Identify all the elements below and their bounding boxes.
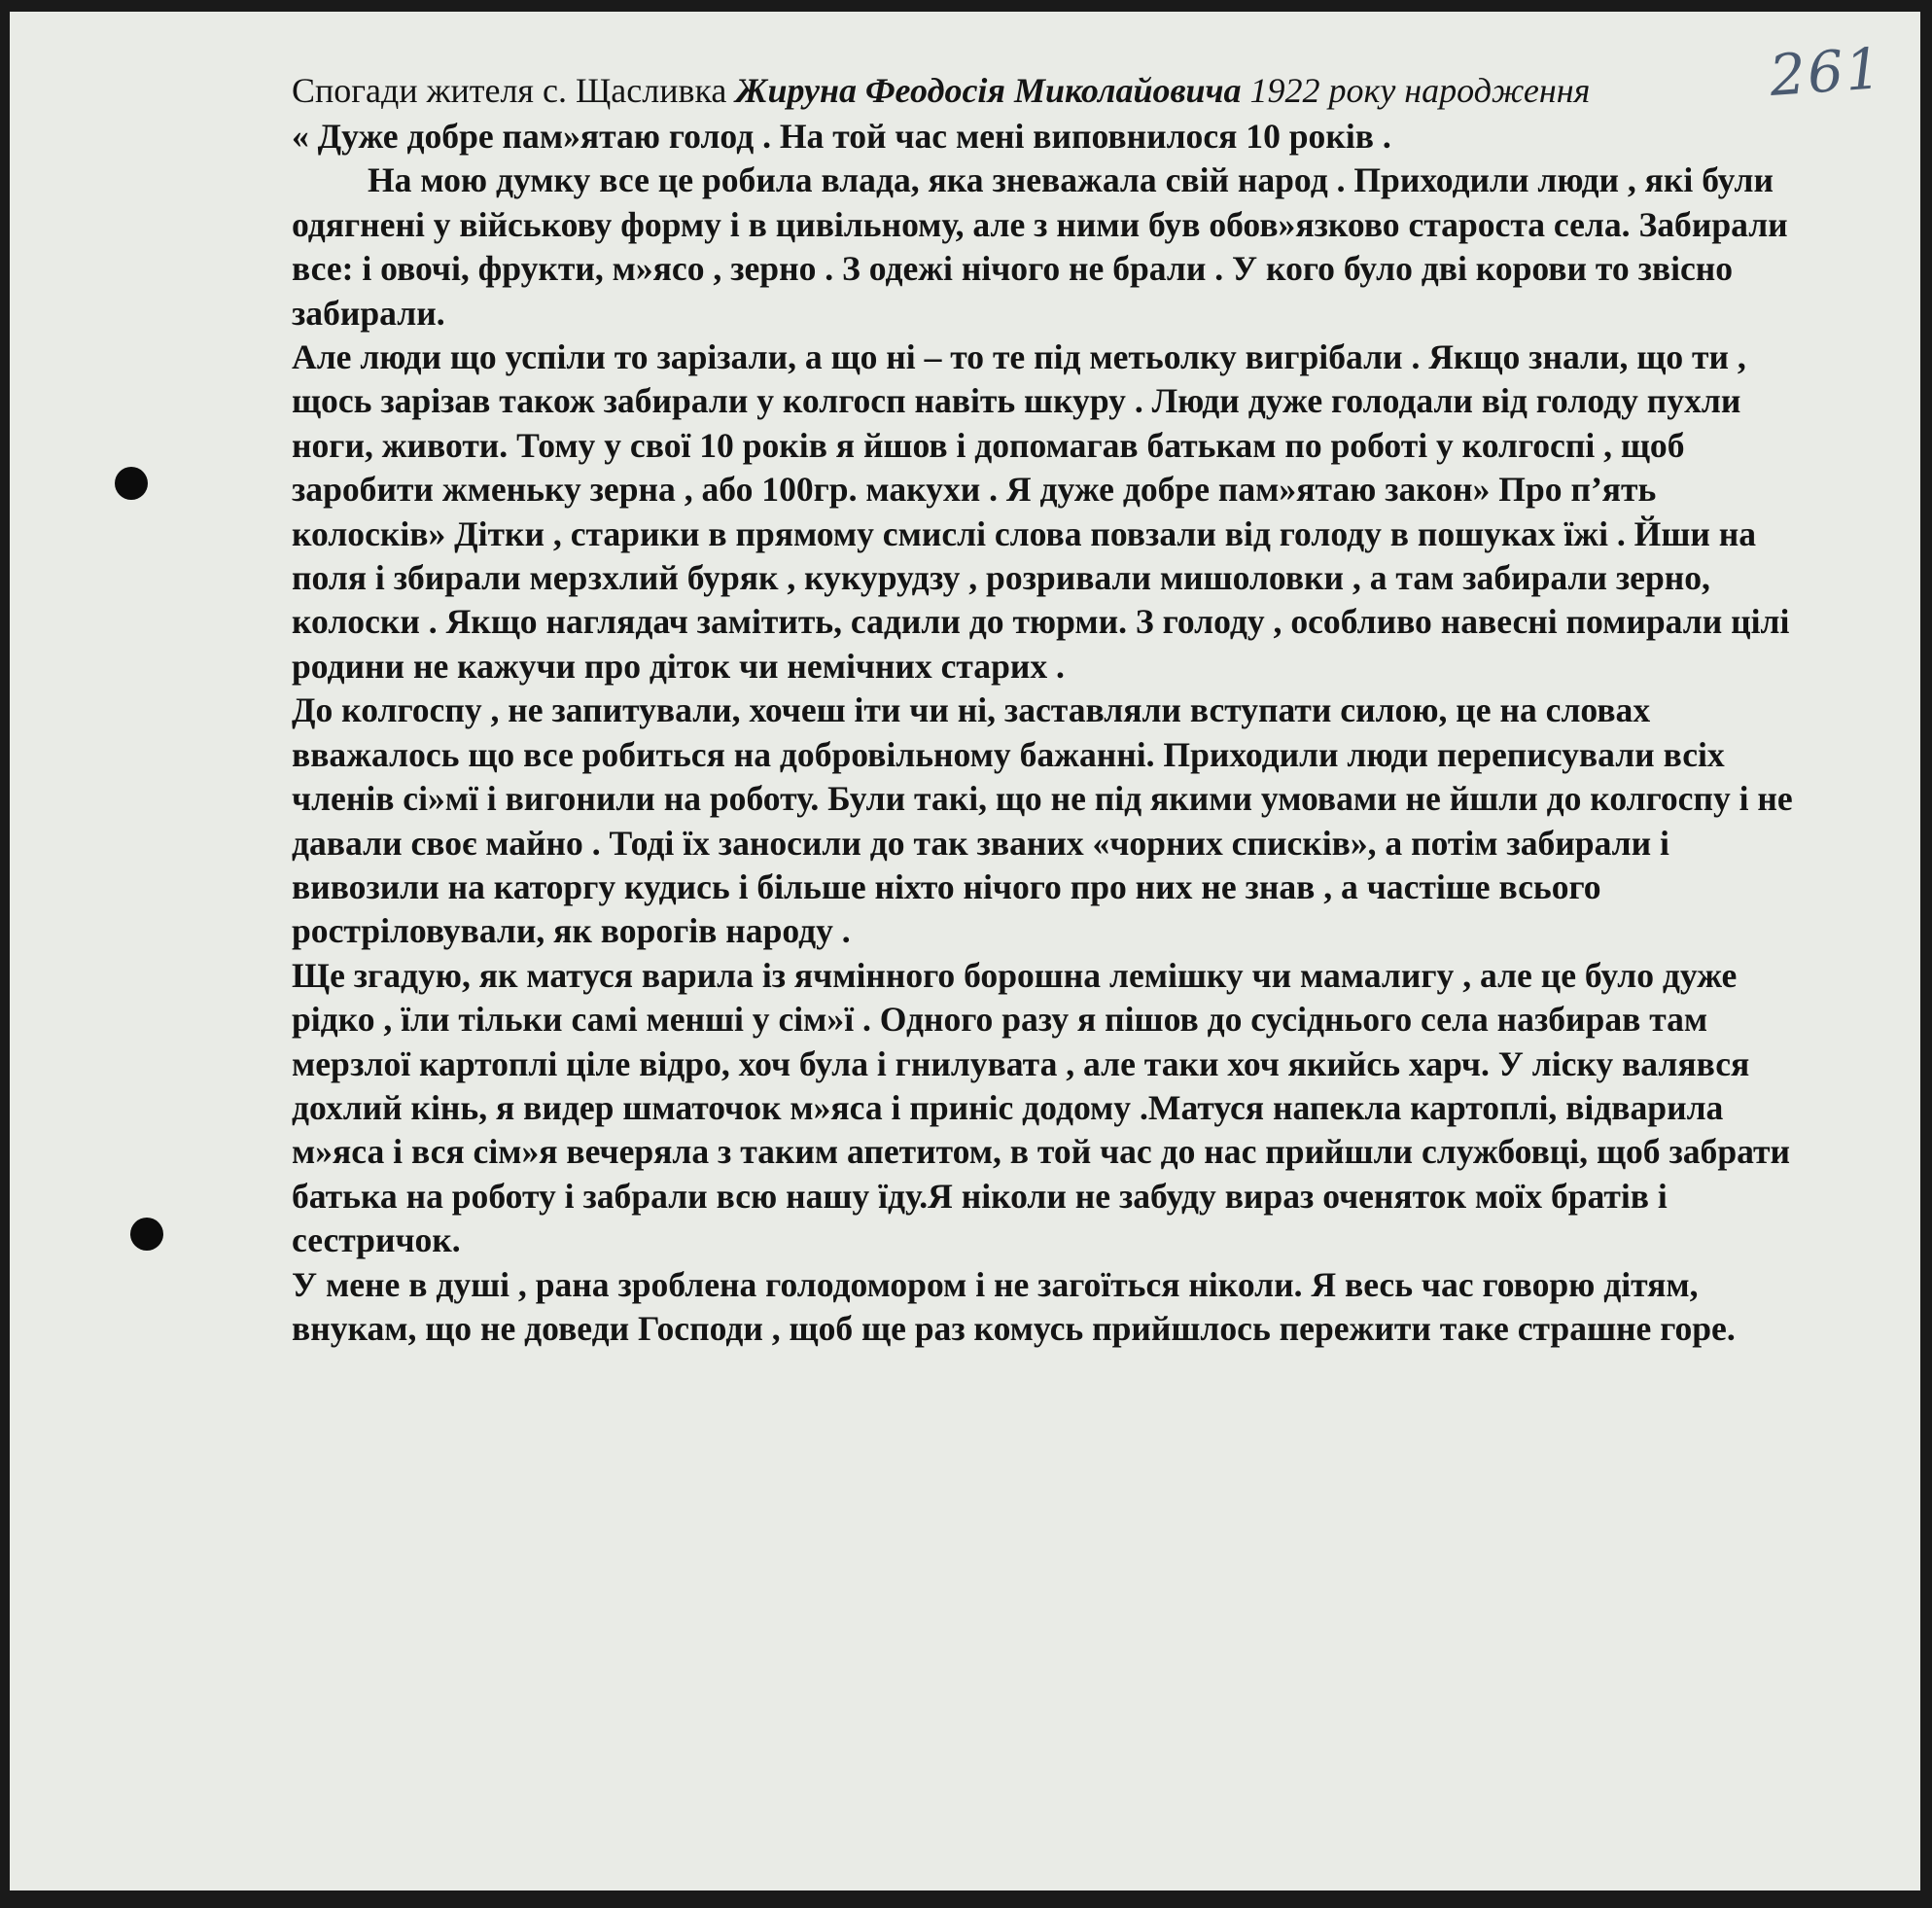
heading-prefix: Спогади жителя с. Щасливка	[292, 71, 736, 110]
paragraph: На мою думку все це робила влада, яка зневажала свій народ . Приходили люди , які були одягнені у військову форму і в цивільному, але з ними був обов»язково староста села. Забирали все: і овочі, фрукти, м»ясо , зерно . З одежі нічого не брали . У кого було дві корови то звісно забирали.	[292, 160, 1788, 333]
paragraph: У мене в душі , рана зроблена голодомором і не загоїться ніколи. Я весь час говорю дітям, внукам, що не доведи Господи , щоб ще раз комусь прийшлось пережити таке страшне горе.	[292, 1264, 1736, 1348]
paragraph: « Дуже добре пам»ятаю голод . На той час мені виповнилося 10 років .	[292, 117, 1391, 156]
paragraph: Ще згадую, як матуся варила із ячмінного борошна лемішку чи мамалигу , але це було дуже рідко , їли тільки самі менші у сім»ї . Одного разу я пішов до сусіднього села назбирав там мерзлої картоплі ціле відро, хоч була і гнилувата , але таки хоч якийсь харч. У ліску валявся дохлий кінь, я видер шматочок м»яса і приніс додому .Матуся напекла картоплі, відварила м»яса і вся сім»я вечеряла з таким апетитом, в той час до нас прийшли службовці, щоб забрати батька на роботу і забрали всю нашу їду.Я ніколи не забуду вираз оченяток моїх братів і сестричок.	[292, 955, 1790, 1260]
document-body	[292, 115, 1809, 1351]
document-heading	[292, 68, 1809, 113]
paragraph: До колгоспу , не запитували, хочеш іти чи ні, заставляли вступати силою, це на словах вважалось що все робиться на добровільному бажанні. Приходили люди переписували всіх членів сі»мї і вигонили на роботу. Були такі, що не під якими умовами не йшли до колгоспу і не давали своє майно . Тоді їх заносили до так званих «чорних списків», а потім забирали і вивозили на каторгу кудись і більше ніхто нічого про них не знав , а частіше всього ростріловували, як ворогів народу .	[292, 690, 1793, 951]
punch-hole	[130, 1218, 163, 1251]
paragraph: Але люди що успіли то зарізали, а що ні – то те під метьолку вигрібали . Якщо знали, що ти , щось зарізав також забирали у колгосп навіть шкуру . Люди дуже голодали від голоду пухли ноги, животи. Тому у свої 10 років я йшов і допомагав батькам по роботі у колгоспі , щоб заробити жменьку зерна , або 100гр. макухи . Я дуже добре пам»ятаю закон» Про п’ять колосків» Дітки , старики в прямому смислі слова повзали від голоду в пошуках їжі . Йши на поля і збирали мерзхлий буряк , кукурудзу , розривали мишоловки , а там забирали зерно, колоски . Якщо наглядач замітить, садили до тюрми. З голоду , особливо навесні помирали цілі родини не кажучи про діток чи немічних старих .	[292, 337, 1790, 686]
punch-hole	[115, 467, 148, 500]
document-page	[10, 12, 1920, 1890]
heading-year: 1922	[1241, 71, 1329, 110]
heading-name: Жируна Феодосія Миколайовича	[735, 71, 1242, 110]
document-text	[292, 68, 1809, 1351]
heading-suffix: року народження	[1328, 71, 1591, 110]
handwritten-page-number: 261	[1767, 35, 1885, 109]
